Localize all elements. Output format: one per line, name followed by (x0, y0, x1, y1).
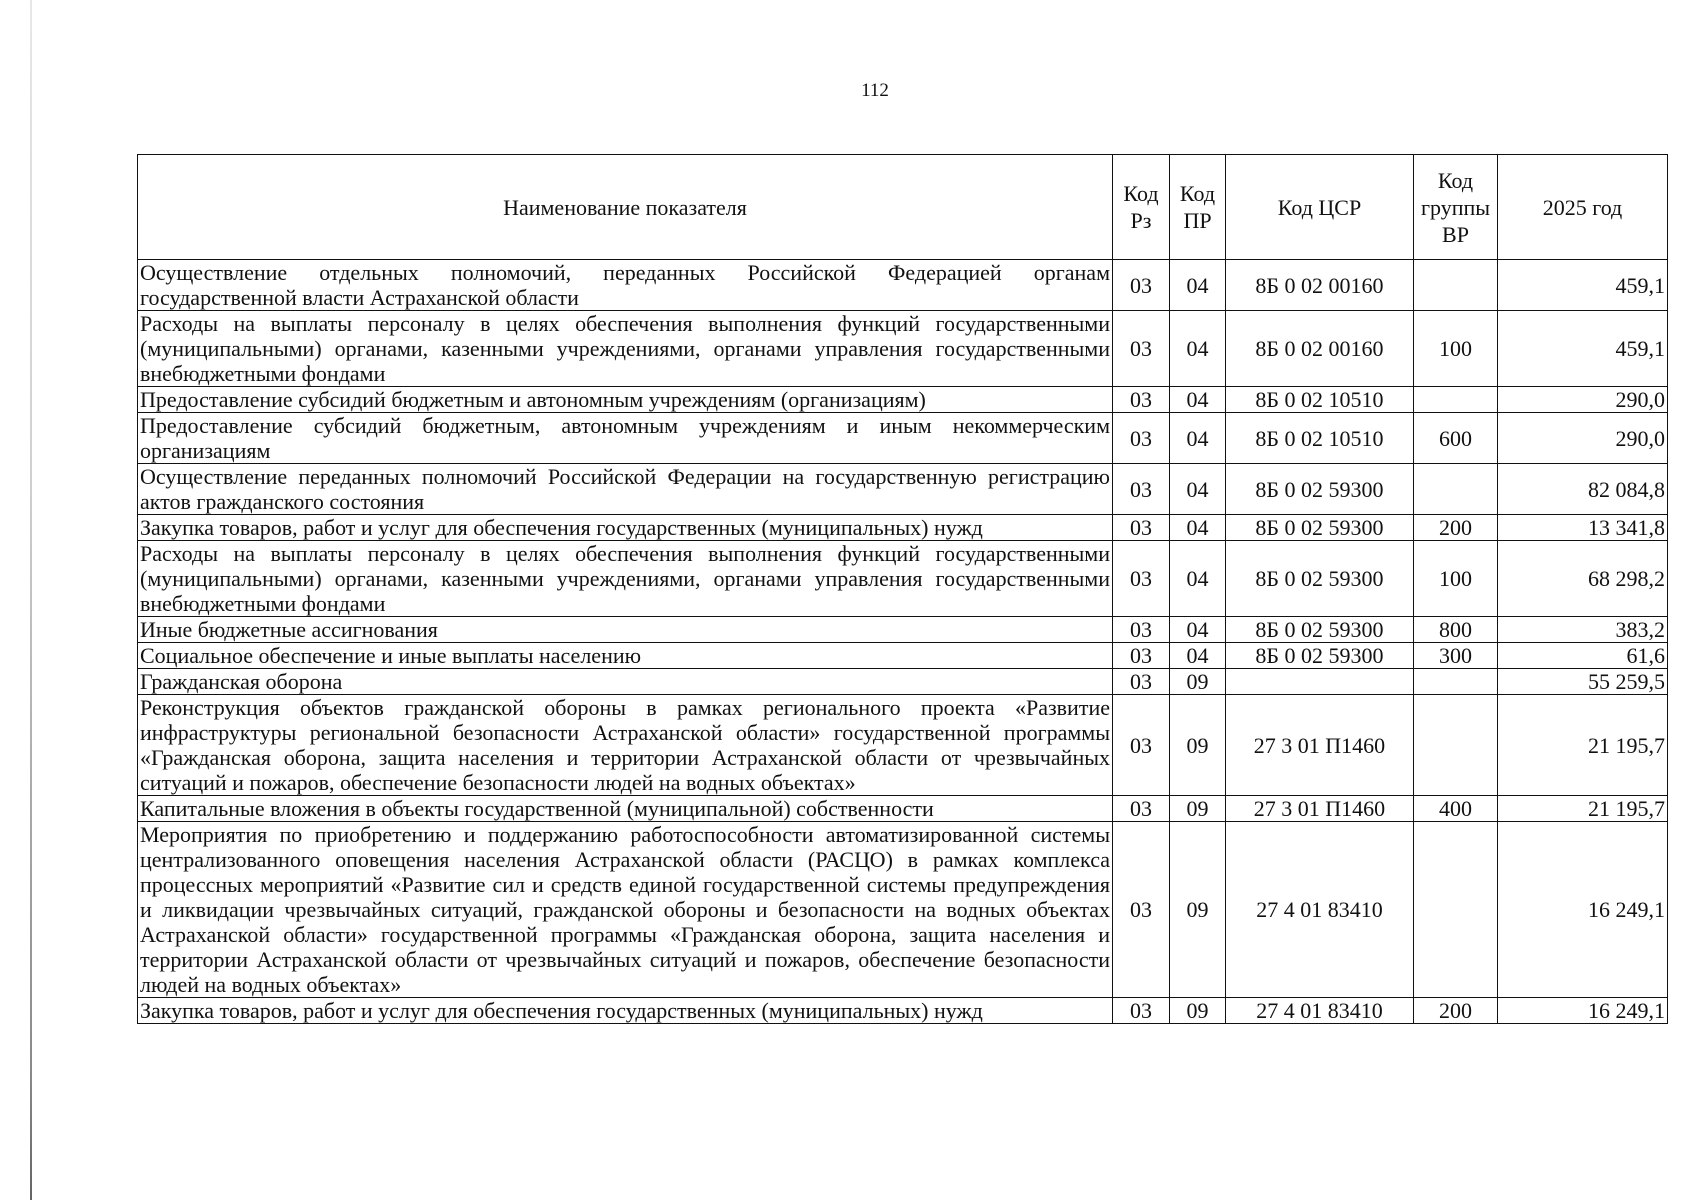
header-rz: Код Рз (1113, 155, 1170, 260)
row-vr (1414, 695, 1498, 796)
row-name: Гражданская оборона (138, 669, 1113, 695)
row-pr: 04 (1170, 387, 1226, 413)
table-row (138, 311, 1668, 387)
budget-table (137, 154, 1668, 1024)
table-row (138, 822, 1668, 998)
row-pr: 04 (1170, 413, 1226, 464)
row-vr: 300 (1414, 643, 1498, 669)
table-row (138, 387, 1668, 413)
row-amount: 16 249,1 (1498, 822, 1668, 998)
scan-edge (30, 0, 32, 1200)
row-vr (1414, 464, 1498, 515)
row-amount: 82 084,8 (1498, 464, 1668, 515)
row-vr (1414, 669, 1498, 695)
row-csr: 27 4 01 83410 (1226, 998, 1414, 1024)
header-csr: Код ЦСР (1226, 155, 1414, 260)
header-name: Наименование показателя (138, 155, 1113, 260)
row-amount: 68 298,2 (1498, 541, 1668, 617)
table-row (138, 413, 1668, 464)
table-row (138, 260, 1668, 311)
row-rz: 03 (1113, 643, 1170, 669)
row-rz: 03 (1113, 617, 1170, 643)
row-pr: 04 (1170, 311, 1226, 387)
row-amount: 21 195,7 (1498, 695, 1668, 796)
row-amount: 13 341,8 (1498, 515, 1668, 541)
row-rz: 03 (1113, 260, 1170, 311)
row-pr: 09 (1170, 669, 1226, 695)
row-amount: 290,0 (1498, 413, 1668, 464)
row-name: Осуществление переданных полномочий Российской Федерации на государственную регистрацию актов гражданского состояния (138, 464, 1113, 515)
row-rz: 03 (1113, 311, 1170, 387)
table-row (138, 515, 1668, 541)
header-vr: Код группы ВР (1414, 155, 1498, 260)
row-name: Закупка товаров, работ и услуг для обеспечения государственных (муниципальных) нужд (138, 998, 1113, 1024)
header-year: 2025 год (1498, 155, 1668, 260)
row-rz: 03 (1113, 796, 1170, 822)
row-name: Закупка товаров, работ и услуг для обеспечения государственных (муниципальных) нужд (138, 515, 1113, 541)
header-pr: Код ПР (1170, 155, 1226, 260)
row-csr: 8Б 0 02 59300 (1226, 643, 1414, 669)
table-row (138, 998, 1668, 1024)
row-csr: 8Б 0 02 00160 (1226, 311, 1414, 387)
table-row (138, 541, 1668, 617)
row-csr: 8Б 0 02 00160 (1226, 260, 1414, 311)
row-rz: 03 (1113, 669, 1170, 695)
row-vr: 100 (1414, 541, 1498, 617)
row-amount: 383,2 (1498, 617, 1668, 643)
row-name: Предоставление субсидий бюджетным и автономным учреждениям (организациям) (138, 387, 1113, 413)
row-amount: 55 259,5 (1498, 669, 1668, 695)
row-vr: 600 (1414, 413, 1498, 464)
row-name: Социальное обеспечение и иные выплаты населению (138, 643, 1113, 669)
row-pr: 09 (1170, 695, 1226, 796)
row-csr: 27 3 01 П1460 (1226, 695, 1414, 796)
row-rz: 03 (1113, 413, 1170, 464)
row-rz: 03 (1113, 541, 1170, 617)
row-csr: 8Б 0 02 59300 (1226, 541, 1414, 617)
row-csr: 8Б 0 02 59300 (1226, 617, 1414, 643)
row-name: Предоставление субсидий бюджетным, автономным учреждениям и иным некоммерческим организациям (138, 413, 1113, 464)
row-pr: 09 (1170, 796, 1226, 822)
row-name: Иные бюджетные ассигнования (138, 617, 1113, 643)
row-rz: 03 (1113, 695, 1170, 796)
row-name: Реконструкция объектов гражданской обороны в рамках регионального проекта «Развитие инфраструктуры региональной безопасности Астраханской области» государственной программы «Гражданская оборона, защита населения и территории Астраханской области от чрезвычайных ситуаций и пожаров, обеспечение безопасности людей на водных объектах» (138, 695, 1113, 796)
table-row (138, 643, 1668, 669)
row-vr: 200 (1414, 515, 1498, 541)
row-rz: 03 (1113, 464, 1170, 515)
row-vr: 800 (1414, 617, 1498, 643)
row-pr: 04 (1170, 464, 1226, 515)
row-name: Расходы на выплаты персоналу в целях обеспечения выполнения функций государственными (муниципальными) органами, казенными учреждениями, органами управления государственными внебюджетными фондами (138, 311, 1113, 387)
row-pr: 09 (1170, 998, 1226, 1024)
row-csr: 8Б 0 02 10510 (1226, 413, 1414, 464)
row-name: Осуществление отдельных полномочий, переданных Российской Федерацией органам государственной власти Астраханской области (138, 260, 1113, 311)
row-pr: 04 (1170, 260, 1226, 311)
table-row (138, 669, 1668, 695)
row-name: Расходы на выплаты персоналу в целях обеспечения выполнения функций государственными (муниципальными) органами, казенными учреждениями, органами управления государственными внебюджетными фондами (138, 541, 1113, 617)
row-csr: 27 4 01 83410 (1226, 822, 1414, 998)
row-amount: 16 249,1 (1498, 998, 1668, 1024)
page-number: 112 (861, 80, 889, 101)
row-csr: 8Б 0 02 10510 (1226, 387, 1414, 413)
row-amount: 459,1 (1498, 311, 1668, 387)
row-vr: 200 (1414, 998, 1498, 1024)
row-csr: 8Б 0 02 59300 (1226, 464, 1414, 515)
table-row (138, 617, 1668, 643)
table-row (138, 796, 1668, 822)
row-pr: 04 (1170, 541, 1226, 617)
row-amount: 61,6 (1498, 643, 1668, 669)
row-rz: 03 (1113, 387, 1170, 413)
row-amount: 459,1 (1498, 260, 1668, 311)
table-header-row (138, 155, 1668, 260)
row-pr: 09 (1170, 822, 1226, 998)
row-csr (1226, 669, 1414, 695)
row-pr: 04 (1170, 617, 1226, 643)
row-pr: 04 (1170, 515, 1226, 541)
row-vr (1414, 822, 1498, 998)
table-row (138, 695, 1668, 796)
row-name: Капитальные вложения в объекты государственной (муниципальной) собственности (138, 796, 1113, 822)
row-vr (1414, 260, 1498, 311)
row-rz: 03 (1113, 822, 1170, 998)
row-amount: 21 195,7 (1498, 796, 1668, 822)
table-row (138, 464, 1668, 515)
row-rz: 03 (1113, 515, 1170, 541)
row-amount: 290,0 (1498, 387, 1668, 413)
row-name: Мероприятия по приобретению и поддержанию работоспособности автоматизированной системы централизованного оповещения населения Астраханской области (РАСЦО) в рамках комплекса процессных мероприятий «Развитие сил и средств единой государственной системы предупреждения и ликвидации чрезвычайных ситуаций, гражданской обороны и безопасности на водных объектах Астраханской области» государственной программы «Гражданская оборона, защита населения и территории Астраханской области от чрезвычайных ситуаций и пожаров, обеспечение безопасности людей на водных объектах» (138, 822, 1113, 998)
row-vr: 400 (1414, 796, 1498, 822)
row-vr (1414, 387, 1498, 413)
row-csr: 8Б 0 02 59300 (1226, 515, 1414, 541)
row-vr: 100 (1414, 311, 1498, 387)
row-pr: 04 (1170, 643, 1226, 669)
row-csr: 27 3 01 П1460 (1226, 796, 1414, 822)
row-rz: 03 (1113, 998, 1170, 1024)
